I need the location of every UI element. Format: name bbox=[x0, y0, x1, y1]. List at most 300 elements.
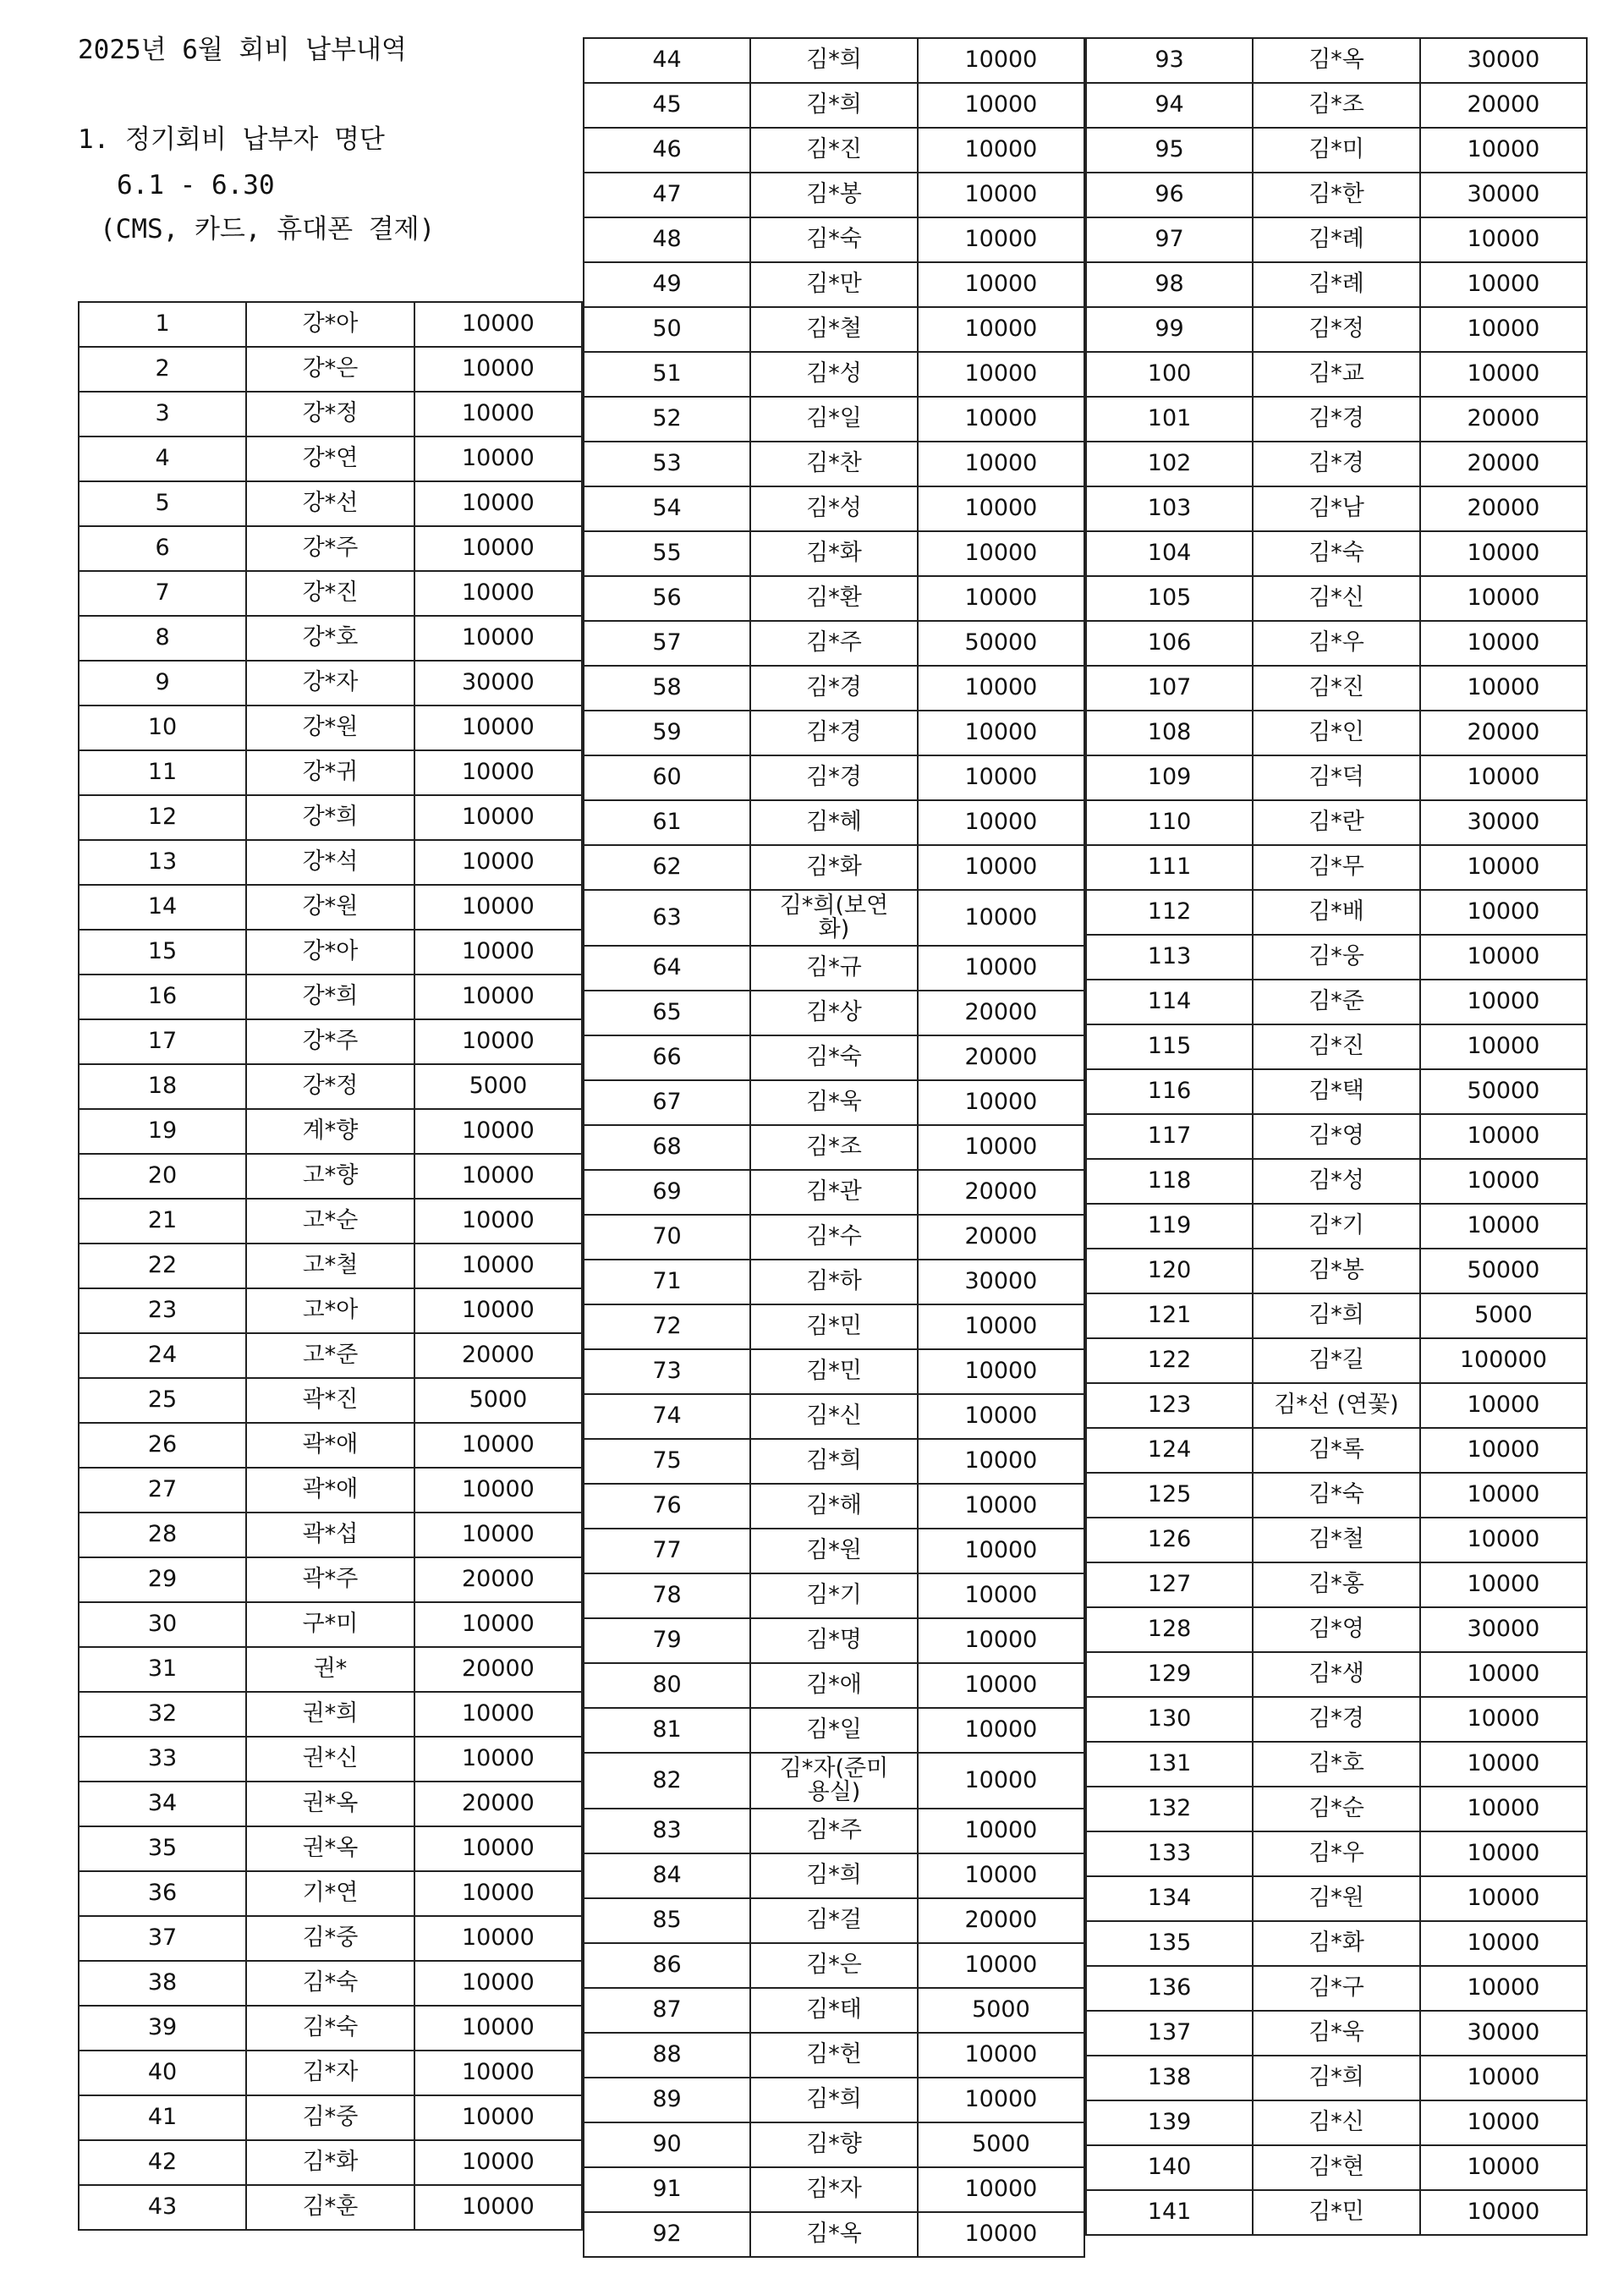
row-number-cell: 54 bbox=[584, 486, 750, 531]
payer-name-cell: 김*욱 bbox=[750, 1080, 918, 1125]
amount-cell: 10000 bbox=[414, 1826, 582, 1871]
table-row bbox=[79, 661, 582, 706]
table-row bbox=[79, 2185, 582, 2230]
amount-cell: 10000 bbox=[918, 1484, 1084, 1529]
amount-cell: 10000 bbox=[414, 1288, 582, 1333]
payer-name-cell: 김*숙 bbox=[1253, 531, 1420, 576]
payer-name-cell: 계*향 bbox=[246, 1109, 414, 1154]
table-row bbox=[584, 442, 1084, 486]
payer-name-cell: 김*민 bbox=[750, 1304, 918, 1349]
table-row bbox=[79, 571, 582, 616]
payer-name-cell: 강*희 bbox=[246, 975, 414, 1019]
table-row bbox=[1086, 38, 1587, 83]
table-row bbox=[1086, 1293, 1587, 1338]
row-number-cell: 4 bbox=[79, 436, 246, 481]
row-number-cell: 98 bbox=[1086, 262, 1253, 307]
row-number-cell: 13 bbox=[79, 840, 246, 885]
payer-name-cell: 강*자 bbox=[246, 661, 414, 706]
table-row bbox=[1086, 83, 1587, 128]
table-row bbox=[79, 1378, 582, 1423]
table-row bbox=[1086, 621, 1587, 666]
amount-cell: 10000 bbox=[1420, 1024, 1587, 1069]
table-row bbox=[584, 755, 1084, 800]
amount-cell: 10000 bbox=[414, 2185, 582, 2230]
amount-cell: 10000 bbox=[918, 1663, 1084, 1708]
payer-name-cell: 김*상 bbox=[750, 991, 918, 1035]
amount-cell: 10000 bbox=[918, 531, 1084, 576]
amount-cell: 10000 bbox=[414, 2140, 582, 2185]
payer-name-cell: 김*자 bbox=[750, 2167, 918, 2212]
payer-name-cell: 김*규 bbox=[750, 946, 918, 991]
payer-name-cell: 김*향 bbox=[750, 2122, 918, 2167]
amount-cell: 10000 bbox=[918, 262, 1084, 307]
payer-name-cell: 김*관 bbox=[750, 1170, 918, 1215]
row-number-cell: 42 bbox=[79, 2140, 246, 2185]
payer-name-cell: 김*례 bbox=[1253, 262, 1420, 307]
row-number-cell: 23 bbox=[79, 1288, 246, 1333]
payer-name-cell: 김*만 bbox=[750, 262, 918, 307]
amount-cell: 10000 bbox=[414, 392, 582, 436]
payer-name-cell: 김*화 bbox=[1253, 1921, 1420, 1966]
payer-name-cell: 고*아 bbox=[246, 1288, 414, 1333]
row-number-cell: 76 bbox=[584, 1484, 750, 1529]
table-row bbox=[79, 1019, 582, 1064]
row-number-cell: 106 bbox=[1086, 621, 1253, 666]
payer-table-right bbox=[1085, 37, 1588, 2236]
table-row bbox=[584, 1898, 1084, 1943]
table-row bbox=[79, 930, 582, 975]
table-row bbox=[79, 1109, 582, 1154]
payer-name-cell: 강*호 bbox=[246, 616, 414, 661]
row-number-cell: 56 bbox=[584, 576, 750, 621]
table-row bbox=[1086, 531, 1587, 576]
row-number-cell: 132 bbox=[1086, 1787, 1253, 1831]
table-row bbox=[1086, 890, 1587, 935]
amount-cell: 5000 bbox=[918, 2122, 1084, 2167]
amount-cell: 10000 bbox=[918, 173, 1084, 217]
table-row bbox=[584, 1439, 1084, 1484]
amount-cell: 10000 bbox=[1420, 1966, 1587, 2011]
table-row bbox=[584, 1573, 1084, 1618]
payer-name-cell: 김*찬 bbox=[750, 442, 918, 486]
payer-name-cell: 구*미 bbox=[246, 1602, 414, 1647]
payer-name-cell: 김*신 bbox=[1253, 2100, 1420, 2145]
amount-cell: 10000 bbox=[918, 711, 1084, 755]
row-number-cell: 101 bbox=[1086, 397, 1253, 442]
amount-cell: 10000 bbox=[1420, 1562, 1587, 1607]
amount-cell: 10000 bbox=[1420, 128, 1587, 173]
payer-name-cell: 김*해 bbox=[750, 1484, 918, 1529]
table-row bbox=[1086, 1742, 1587, 1787]
amount-cell: 10000 bbox=[414, 1692, 582, 1737]
payer-name-cell: 강*석 bbox=[246, 840, 414, 885]
row-number-cell: 122 bbox=[1086, 1338, 1253, 1383]
amount-cell: 20000 bbox=[414, 1557, 582, 1602]
amount-cell: 10000 bbox=[918, 576, 1084, 621]
payer-name-cell: 권*희 bbox=[246, 1692, 414, 1737]
row-number-cell: 21 bbox=[79, 1199, 246, 1244]
amount-cell: 50000 bbox=[918, 621, 1084, 666]
payer-name-cell: 김*은 bbox=[750, 1943, 918, 1988]
table-row bbox=[584, 2078, 1084, 2122]
payer-name-cell: 김*자 bbox=[246, 2051, 414, 2095]
amount-cell: 10000 bbox=[918, 1125, 1084, 1170]
table-row bbox=[79, 392, 582, 436]
table-row bbox=[1086, 442, 1587, 486]
row-number-cell: 34 bbox=[79, 1782, 246, 1826]
table-row bbox=[79, 1961, 582, 2006]
row-number-cell: 9 bbox=[79, 661, 246, 706]
amount-cell: 10000 bbox=[918, 1529, 1084, 1573]
row-number-cell: 24 bbox=[79, 1333, 246, 1378]
table-row bbox=[79, 1782, 582, 1826]
row-number-cell: 45 bbox=[584, 83, 750, 128]
payer-name-cell: 권*옥 bbox=[246, 1782, 414, 1826]
table-row bbox=[584, 991, 1084, 1035]
payer-name-cell: 김*희 bbox=[750, 2078, 918, 2122]
amount-cell: 20000 bbox=[414, 1647, 582, 1692]
row-number-cell: 116 bbox=[1086, 1069, 1253, 1114]
table-row bbox=[584, 1170, 1084, 1215]
payer-name-cell: 고*준 bbox=[246, 1333, 414, 1378]
payer-table-middle bbox=[583, 37, 1085, 2258]
row-number-cell: 86 bbox=[584, 1943, 750, 1988]
payer-name-cell: 김*정 bbox=[1253, 307, 1420, 352]
row-number-cell: 31 bbox=[79, 1647, 246, 1692]
row-number-cell: 68 bbox=[584, 1125, 750, 1170]
table-row bbox=[1086, 2145, 1587, 2190]
row-number-cell: 89 bbox=[584, 2078, 750, 2122]
row-number-cell: 130 bbox=[1086, 1697, 1253, 1742]
payer-name-cell: 김*희 bbox=[750, 1439, 918, 1484]
payer-name-cell: 김*성 bbox=[1253, 1159, 1420, 1204]
payer-name-cell: 김*영 bbox=[1253, 1607, 1420, 1652]
row-number-cell: 82 bbox=[584, 1753, 750, 1809]
payer-name-cell: 김*영 bbox=[1253, 1114, 1420, 1159]
amount-cell: 10000 bbox=[1420, 890, 1587, 935]
row-number-cell: 32 bbox=[79, 1692, 246, 1737]
table-row bbox=[79, 1288, 582, 1333]
row-number-cell: 83 bbox=[584, 1809, 750, 1853]
table-row bbox=[1086, 1697, 1587, 1742]
table-row bbox=[79, 1199, 582, 1244]
amount-cell: 10000 bbox=[414, 1423, 582, 1468]
table-row bbox=[1086, 1876, 1587, 1921]
table-row bbox=[79, 1468, 582, 1513]
amount-cell: 10000 bbox=[1420, 262, 1587, 307]
payer-name-cell: 곽*애 bbox=[246, 1423, 414, 1468]
row-number-cell: 11 bbox=[79, 750, 246, 795]
amount-cell: 10000 bbox=[918, 1809, 1084, 1853]
row-number-cell: 38 bbox=[79, 1961, 246, 2006]
payer-name-cell: 김*우 bbox=[1253, 1831, 1420, 1876]
row-number-cell: 48 bbox=[584, 217, 750, 262]
row-number-cell: 26 bbox=[79, 1423, 246, 1468]
amount-cell: 10000 bbox=[918, 946, 1084, 991]
payer-name-cell: 김*례 bbox=[1253, 217, 1420, 262]
amount-cell: 10000 bbox=[1420, 1114, 1587, 1159]
amount-cell: 10000 bbox=[918, 83, 1084, 128]
table-row bbox=[1086, 1562, 1587, 1607]
amount-cell: 30000 bbox=[1420, 800, 1587, 845]
section-heading: 1. 정기회비 납부자 명단 bbox=[78, 124, 385, 155]
row-number-cell: 27 bbox=[79, 1468, 246, 1513]
amount-cell: 10000 bbox=[414, 2095, 582, 2140]
amount-cell: 50000 bbox=[1420, 1249, 1587, 1293]
payer-name-cell: 김*희 bbox=[750, 1853, 918, 1898]
amount-cell: 50000 bbox=[1420, 1069, 1587, 1114]
amount-cell: 10000 bbox=[918, 1394, 1084, 1439]
table-row bbox=[79, 1423, 582, 1468]
payer-name-cell: 김*호 bbox=[1253, 1742, 1420, 1787]
payer-name-cell: 김*화 bbox=[246, 2140, 414, 2185]
amount-cell: 10000 bbox=[1420, 1428, 1587, 1473]
amount-cell: 10000 bbox=[918, 2078, 1084, 2122]
amount-cell: 10000 bbox=[1420, 1204, 1587, 1249]
amount-cell: 30000 bbox=[1420, 173, 1587, 217]
row-number-cell: 85 bbox=[584, 1898, 750, 1943]
table-row bbox=[79, 616, 582, 661]
payer-name-cell: 강*주 bbox=[246, 526, 414, 571]
payer-name-cell: 곽*주 bbox=[246, 1557, 414, 1602]
row-number-cell: 67 bbox=[584, 1080, 750, 1125]
amount-cell: 10000 bbox=[918, 666, 1084, 711]
amount-cell: 10000 bbox=[918, 352, 1084, 397]
payer-name-cell: 김*봉 bbox=[1253, 1249, 1420, 1293]
payer-name-cell: 김*배 bbox=[1253, 890, 1420, 935]
row-number-cell: 12 bbox=[79, 795, 246, 840]
payer-name-cell: 김*희 bbox=[1253, 2056, 1420, 2100]
payer-name-cell: 강*정 bbox=[246, 392, 414, 436]
table-row bbox=[1086, 1831, 1587, 1876]
payer-name-cell: 김*욱 bbox=[1253, 2011, 1420, 2056]
row-number-cell: 59 bbox=[584, 711, 750, 755]
row-number-cell: 49 bbox=[584, 262, 750, 307]
row-number-cell: 35 bbox=[79, 1826, 246, 1871]
row-number-cell: 131 bbox=[1086, 1742, 1253, 1787]
row-number-cell: 73 bbox=[584, 1349, 750, 1394]
table-row bbox=[1086, 576, 1587, 621]
row-number-cell: 18 bbox=[79, 1064, 246, 1109]
payer-name-cell: 곽*애 bbox=[246, 1468, 414, 1513]
amount-cell: 10000 bbox=[414, 2051, 582, 2095]
payer-name-cell: 곽*진 bbox=[246, 1378, 414, 1423]
payer-name-cell: 김*경 bbox=[750, 755, 918, 800]
payer-name-cell: 김*걸 bbox=[750, 1898, 918, 1943]
payer-name-cell: 강*아 bbox=[246, 930, 414, 975]
amount-cell: 10000 bbox=[918, 38, 1084, 83]
row-number-cell: 137 bbox=[1086, 2011, 1253, 2056]
table-row bbox=[584, 1529, 1084, 1573]
table-row bbox=[1086, 486, 1587, 531]
amount-cell: 10000 bbox=[918, 442, 1084, 486]
table-row bbox=[584, 1618, 1084, 1663]
amount-cell: 10000 bbox=[414, 481, 582, 526]
payer-name-cell: 김*경 bbox=[750, 666, 918, 711]
table-row bbox=[1086, 2190, 1587, 2235]
payer-name-cell: 김*무 bbox=[1253, 845, 1420, 890]
table-row bbox=[79, 1513, 582, 1557]
row-number-cell: 28 bbox=[79, 1513, 246, 1557]
amount-cell: 10000 bbox=[918, 1573, 1084, 1618]
amount-cell: 30000 bbox=[1420, 1607, 1587, 1652]
row-number-cell: 3 bbox=[79, 392, 246, 436]
amount-cell: 10000 bbox=[414, 436, 582, 481]
row-number-cell: 90 bbox=[584, 2122, 750, 2167]
payer-name-cell: 강*원 bbox=[246, 885, 414, 930]
row-number-cell: 70 bbox=[584, 1215, 750, 1260]
payer-name-cell: 강*아 bbox=[246, 302, 414, 347]
row-number-cell: 37 bbox=[79, 1916, 246, 1961]
table-row bbox=[584, 1809, 1084, 1853]
amount-cell: 20000 bbox=[1420, 442, 1587, 486]
row-number-cell: 19 bbox=[79, 1109, 246, 1154]
table-row bbox=[79, 885, 582, 930]
row-number-cell: 47 bbox=[584, 173, 750, 217]
amount-cell: 10000 bbox=[414, 1916, 582, 1961]
table-row bbox=[79, 1647, 582, 1692]
row-number-cell: 114 bbox=[1086, 980, 1253, 1024]
table-row bbox=[584, 576, 1084, 621]
amount-cell: 10000 bbox=[918, 1618, 1084, 1663]
payer-name-cell: 김*기 bbox=[750, 1573, 918, 1618]
row-number-cell: 7 bbox=[79, 571, 246, 616]
payer-name-cell: 김*화 bbox=[750, 531, 918, 576]
payer-name-cell: 김*준 bbox=[1253, 980, 1420, 1024]
amount-cell: 10000 bbox=[1420, 755, 1587, 800]
payer-name-cell: 기*연 bbox=[246, 1871, 414, 1916]
row-number-cell: 102 bbox=[1086, 442, 1253, 486]
table-row bbox=[79, 750, 582, 795]
row-number-cell: 60 bbox=[584, 755, 750, 800]
row-number-cell: 108 bbox=[1086, 711, 1253, 755]
payer-name-cell: 김*우 bbox=[1253, 621, 1420, 666]
payer-name-cell: 김*철 bbox=[750, 307, 918, 352]
amount-cell: 10000 bbox=[918, 845, 1084, 890]
table-row bbox=[1086, 1069, 1587, 1114]
row-number-cell: 72 bbox=[584, 1304, 750, 1349]
amount-cell: 10000 bbox=[918, 1853, 1084, 1898]
amount-cell: 10000 bbox=[1420, 2145, 1587, 2190]
amount-cell: 10000 bbox=[918, 1943, 1084, 1988]
table-row bbox=[1086, 1338, 1587, 1383]
row-number-cell: 75 bbox=[584, 1439, 750, 1484]
payer-name-cell: 김*숙 bbox=[750, 1035, 918, 1080]
table-row bbox=[584, 486, 1084, 531]
payer-name-cell: 김*봉 bbox=[750, 173, 918, 217]
row-number-cell: 62 bbox=[584, 845, 750, 890]
payer-name-cell: 김*란 bbox=[1253, 800, 1420, 845]
row-number-cell: 57 bbox=[584, 621, 750, 666]
row-number-cell: 123 bbox=[1086, 1383, 1253, 1428]
table-row bbox=[584, 128, 1084, 173]
row-number-cell: 55 bbox=[584, 531, 750, 576]
table-row bbox=[1086, 1383, 1587, 1428]
amount-cell: 30000 bbox=[918, 1260, 1084, 1304]
row-number-cell: 8 bbox=[79, 616, 246, 661]
row-number-cell: 71 bbox=[584, 1260, 750, 1304]
amount-cell: 10000 bbox=[1420, 1652, 1587, 1697]
row-number-cell: 97 bbox=[1086, 217, 1253, 262]
table-row bbox=[1086, 1607, 1587, 1652]
row-number-cell: 109 bbox=[1086, 755, 1253, 800]
row-number-cell: 53 bbox=[584, 442, 750, 486]
amount-cell: 20000 bbox=[1420, 711, 1587, 755]
payer-name-cell: 김*일 bbox=[750, 1708, 918, 1753]
table-row bbox=[584, 1035, 1084, 1080]
amount-cell: 10000 bbox=[1420, 980, 1587, 1024]
payer-name-cell: 김*한 bbox=[1253, 173, 1420, 217]
payer-name-cell: 강*은 bbox=[246, 347, 414, 392]
row-number-cell: 88 bbox=[584, 2033, 750, 2078]
page-title: 2025년 6월 회비 납부내역 bbox=[78, 35, 407, 65]
row-number-cell: 96 bbox=[1086, 173, 1253, 217]
amount-cell: 10000 bbox=[414, 2006, 582, 2051]
table-row bbox=[1086, 980, 1587, 1024]
amount-cell: 10000 bbox=[1420, 1742, 1587, 1787]
amount-cell: 10000 bbox=[414, 750, 582, 795]
table-row bbox=[1086, 1966, 1587, 2011]
amount-cell: 20000 bbox=[918, 1215, 1084, 1260]
period-label: 6.1 - 6.30 bbox=[117, 170, 275, 200]
payer-name-cell: 김*경 bbox=[1253, 442, 1420, 486]
table-row bbox=[79, 526, 582, 571]
payer-name-cell: 김*록 bbox=[1253, 1428, 1420, 1473]
table-row bbox=[584, 262, 1084, 307]
payer-name-cell: 김*원 bbox=[750, 1529, 918, 1573]
amount-cell: 10000 bbox=[414, 1468, 582, 1513]
amount-cell: 20000 bbox=[414, 1333, 582, 1378]
amount-cell: 10000 bbox=[414, 1513, 582, 1557]
amount-cell: 10000 bbox=[918, 397, 1084, 442]
amount-cell: 10000 bbox=[1420, 531, 1587, 576]
amount-cell: 10000 bbox=[1420, 352, 1587, 397]
payer-name-cell: 김*민 bbox=[750, 1349, 918, 1394]
amount-cell: 10000 bbox=[1420, 845, 1587, 890]
payer-name-cell: 김*헌 bbox=[750, 2033, 918, 2078]
table-row bbox=[1086, 307, 1587, 352]
amount-cell: 10000 bbox=[1420, 1473, 1587, 1518]
payer-name-cell: 김*진 bbox=[1253, 1024, 1420, 1069]
table-row bbox=[584, 845, 1084, 890]
row-number-cell: 135 bbox=[1086, 1921, 1253, 1966]
row-number-cell: 65 bbox=[584, 991, 750, 1035]
amount-cell: 5000 bbox=[918, 1988, 1084, 2033]
amount-cell: 5000 bbox=[414, 1064, 582, 1109]
payer-name-cell: 김*성 bbox=[750, 486, 918, 531]
row-number-cell: 17 bbox=[79, 1019, 246, 1064]
amount-cell: 10000 bbox=[414, 930, 582, 975]
amount-cell: 10000 bbox=[918, 1439, 1084, 1484]
amount-cell: 20000 bbox=[918, 991, 1084, 1035]
payer-name-cell: 김*택 bbox=[1253, 1069, 1420, 1114]
table-row bbox=[584, 1080, 1084, 1125]
payer-name-cell: 김*옥 bbox=[1253, 38, 1420, 83]
table-row bbox=[584, 1663, 1084, 1708]
table-row bbox=[1086, 1787, 1587, 1831]
row-number-cell: 64 bbox=[584, 946, 750, 991]
payer-name-cell: 김*숙 bbox=[246, 1961, 414, 2006]
amount-cell: 20000 bbox=[414, 1782, 582, 1826]
table-row bbox=[79, 347, 582, 392]
payer-name-cell: 김*신 bbox=[750, 1394, 918, 1439]
payer-name-cell: 고*향 bbox=[246, 1154, 414, 1199]
table-row bbox=[1086, 262, 1587, 307]
amount-cell: 10000 bbox=[918, 755, 1084, 800]
row-number-cell: 81 bbox=[584, 1708, 750, 1753]
amount-cell: 20000 bbox=[918, 1898, 1084, 1943]
table-row bbox=[584, 531, 1084, 576]
